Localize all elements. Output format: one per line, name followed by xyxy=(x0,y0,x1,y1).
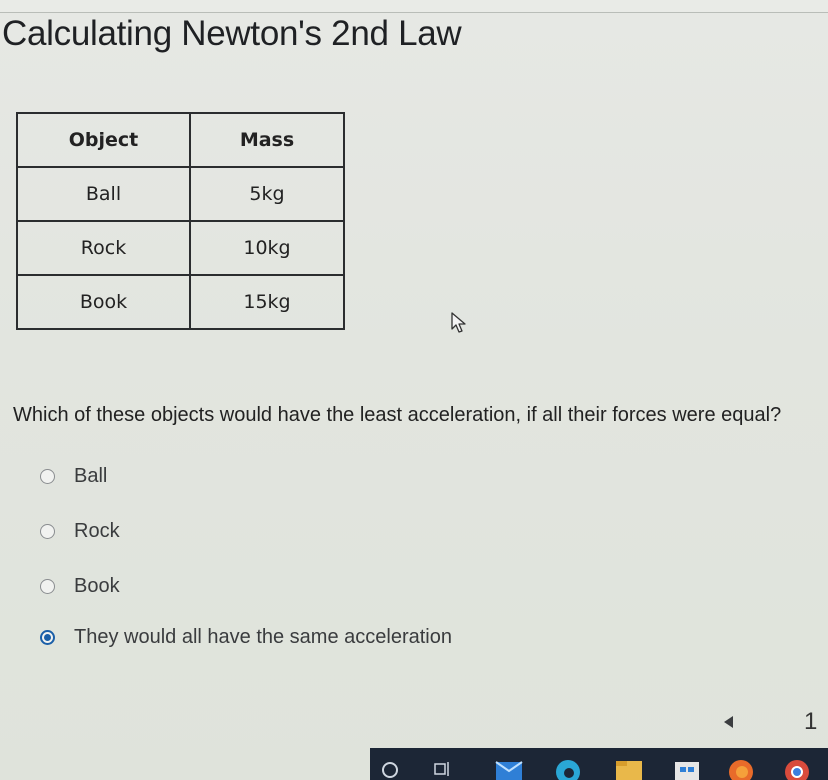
option-label: Rock xyxy=(74,520,120,542)
table-row xyxy=(17,275,344,329)
store-icon[interactable] xyxy=(672,756,702,780)
table-cell-mass: 10kg xyxy=(190,221,344,275)
page-title: Calculating Newton's 2nd Law xyxy=(2,14,462,53)
table-cell-mass: 15kg xyxy=(190,275,344,329)
option-label: They would all have the same acceleration xyxy=(74,626,452,648)
radio-button-book[interactable] xyxy=(40,579,55,594)
table-cell-object: Book xyxy=(17,275,190,329)
answer-option-ball[interactable] xyxy=(40,465,107,488)
previous-page-arrow-icon[interactable] xyxy=(724,716,733,728)
table-header-object: Object xyxy=(17,113,190,167)
edge-icon[interactable] xyxy=(553,756,583,780)
taskbar xyxy=(370,748,828,780)
table-header-mass: Mass xyxy=(190,113,344,167)
radio-button-same-acceleration-selected[interactable] xyxy=(40,630,55,645)
table-header-row xyxy=(17,113,344,167)
mass-table xyxy=(16,112,345,330)
task-view-icon[interactable] xyxy=(432,756,454,780)
answer-option-book[interactable] xyxy=(40,575,120,598)
answer-option-same-acceleration[interactable] xyxy=(40,626,452,649)
question-text: Which of these objects would have the least acceleration, if all their forces were equal? xyxy=(13,404,782,426)
radio-button-rock[interactable] xyxy=(40,524,55,539)
answer-option-rock[interactable] xyxy=(40,520,120,543)
radio-button-ball[interactable] xyxy=(40,469,55,484)
option-label: Book xyxy=(74,575,120,597)
window-top-border xyxy=(0,0,828,13)
table-cell-object: Rock xyxy=(17,221,190,275)
table-row xyxy=(17,221,344,275)
search-icon[interactable] xyxy=(378,756,400,780)
mail-icon[interactable] xyxy=(494,756,524,780)
firefox-icon[interactable] xyxy=(726,756,756,780)
file-explorer-icon[interactable] xyxy=(614,756,644,780)
table-cell-object: Ball xyxy=(17,167,190,221)
table-cell-mass: 5kg xyxy=(190,167,344,221)
page-number[interactable]: 1 xyxy=(804,708,818,735)
table-row xyxy=(17,167,344,221)
option-label: Ball xyxy=(74,465,108,487)
chrome-icon[interactable] xyxy=(782,756,812,780)
mouse-pointer-icon xyxy=(450,312,468,334)
